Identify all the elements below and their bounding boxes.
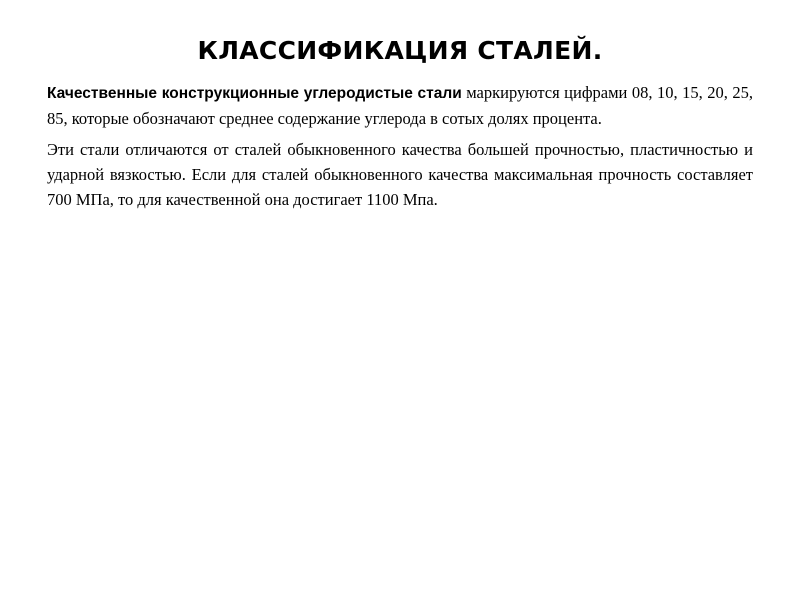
paragraph-marking [47, 80, 753, 131]
slide-content [47, 80, 753, 218]
paragraph-marking-text: маркируются цифрами 08, 10, 15, 20, 25, 85, которые обозначают среднее содержание углерода в сотых долях процента. [47, 83, 753, 128]
bold-term: Качественные конструкционные углеродистые стали [47, 85, 462, 102]
slide-title: КЛАССИФИКАЦИЯ СТАЛЕЙ. [197, 36, 603, 65]
paragraph-properties [47, 137, 753, 212]
paragraph-properties-text: Эти стали отличаются от сталей обыкновенного качества большей прочностью, пластичностью и ударной вязкостью. Если для сталей обыкновенного качества максимальная прочность составляет 700 МПа, то для качественной она достигает 1100 Мпа. [47, 140, 753, 209]
